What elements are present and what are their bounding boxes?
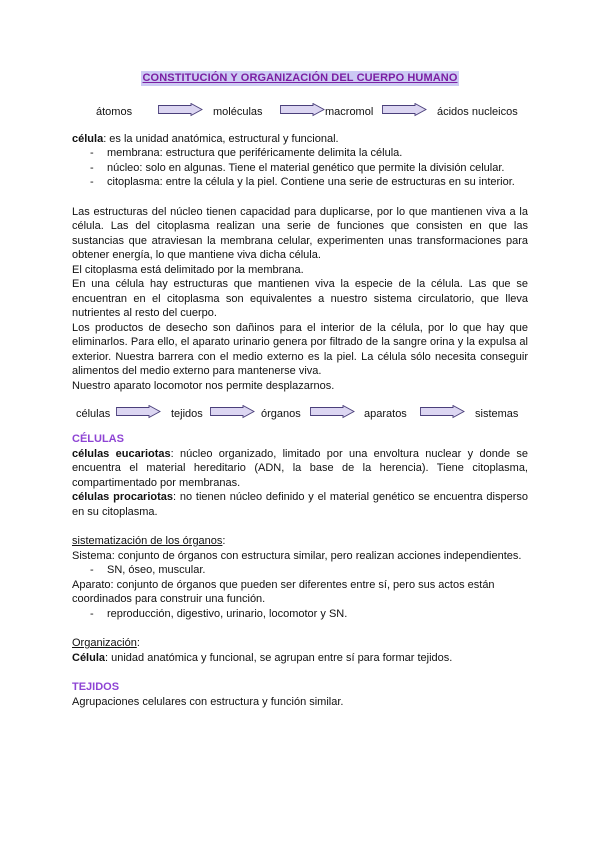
celula-parts-list bbox=[72, 146, 528, 190]
flow-step: moléculas bbox=[213, 105, 263, 118]
celula-organization-definition: Célula: unidad anatómica y funcional, se agrupan entre sí para formar tejidos. bbox=[72, 651, 453, 664]
list-item: - membrana: estructura que periféricamente delimita la célula. bbox=[72, 146, 528, 161]
paragraph: En una célula hay estructuras que mantienen viva la especie de la célula. Las que se encuentran en el citoplasma son equivalentes a nuestro sistema circulatorio, que lleva nutrientes al resto del cuerpo. bbox=[72, 278, 528, 319]
body-paragraphs bbox=[72, 205, 528, 394]
tejidos-section bbox=[72, 680, 528, 709]
section-heading: Organización: bbox=[72, 637, 140, 649]
sistema-list bbox=[72, 563, 528, 578]
sistematizacion-section bbox=[72, 534, 528, 621]
flow-step: aparatos bbox=[364, 408, 407, 420]
arrow-right-icon bbox=[210, 405, 256, 419]
list-item: - SN, óseo, muscular. bbox=[72, 563, 528, 578]
sistema-definition: Sistema: conjunto de órganos con estructura similar, pero realizan acciones independientes. bbox=[72, 549, 522, 562]
procariotas-definition: células procariotas: no tienen núcleo definido y el material genético se encuentra disperso en su citoplasma. bbox=[72, 491, 528, 518]
arrow-right-icon bbox=[310, 405, 356, 419]
flow-diagram-molecular bbox=[72, 101, 528, 123]
flow-step: ácidos nucleicos bbox=[437, 105, 518, 118]
list-item: - reproducción, digestivo, urinario, locomotor y SN. bbox=[72, 607, 528, 622]
flow-step: sistemas bbox=[475, 408, 519, 420]
aparato-definition: Aparato: conjunto de órganos que pueden ser diferentes entre sí, pero sus actos están coordinados para construir una función. bbox=[72, 578, 495, 605]
flow-step: tejidos bbox=[171, 408, 203, 420]
paragraph: El citoplasma está delimitado por la membrana. bbox=[72, 263, 304, 276]
aparato-list bbox=[72, 607, 528, 622]
celulas-section bbox=[72, 432, 528, 519]
section-heading: CÉLULAS bbox=[72, 433, 124, 445]
section-heading: TEJIDOS bbox=[72, 681, 120, 693]
tejidos-definition: Agrupaciones celulares con estructura y función similar. bbox=[72, 695, 344, 708]
arrow-right-icon bbox=[382, 103, 428, 117]
flow-step: átomos bbox=[96, 105, 133, 118]
arrow-right-icon bbox=[280, 103, 326, 117]
document-page bbox=[72, 0, 528, 709]
arrow-right-icon bbox=[420, 405, 466, 419]
flow-step: órganos bbox=[261, 408, 301, 420]
organizacion-section bbox=[72, 636, 528, 665]
page-title: CONSTITUCIÓN Y ORGANIZACIÓN DEL CUERPO HUMANO bbox=[142, 72, 458, 84]
flow-step: células bbox=[76, 408, 111, 420]
arrow-right-icon bbox=[158, 103, 204, 117]
paragraph: Las estructuras del núcleo tienen capacidad para duplicarse, por lo que mantienen viva a la célula. Las del citoplasma realizan una serie de funciones que consisten en que las sustancias que atraviesan la membrana celular, experimenten unas transformaciones para obtener energía, lo que mantiene viva dicha célula. bbox=[72, 205, 528, 261]
arrow-right-icon bbox=[116, 405, 162, 419]
flow-diagram-organization bbox=[72, 403, 528, 425]
section-heading: sistematización de los órganos: bbox=[72, 535, 226, 547]
flow-step: macromol bbox=[325, 105, 374, 118]
eucariotas-definition: células eucariotas: núcleo organizado, limitado por una envoltura nuclear y donde se encuentra el material hereditario (ADN, la base de la herencia). Tiene citoplasma, compartimentado por membranas. bbox=[72, 447, 528, 489]
list-item: - núcleo: solo en algunas. Tiene el material genético que permite la división celular. bbox=[72, 161, 528, 176]
list-item: - citoplasma: entre la célula y la piel. Contiene una serie de estructuras en su interior. bbox=[72, 175, 528, 190]
paragraph: Nuestro aparato locomotor nos permite desplazarnos. bbox=[72, 379, 335, 392]
celula-definition: célula: es la unidad anatómica, estructural y funcional. bbox=[72, 132, 339, 145]
paragraph: Los productos de desecho son dañinos para el interior de la célula, por lo que hay que eliminarlos. Para ello, el aparato urinario genera por filtrado de la sangre orina y la expulsa al exterior. Nuestra barrera con el medio externo es la piel. La célula sólo necesita conseguir alimentos del medio externo para mantenerse viva. bbox=[72, 321, 528, 377]
